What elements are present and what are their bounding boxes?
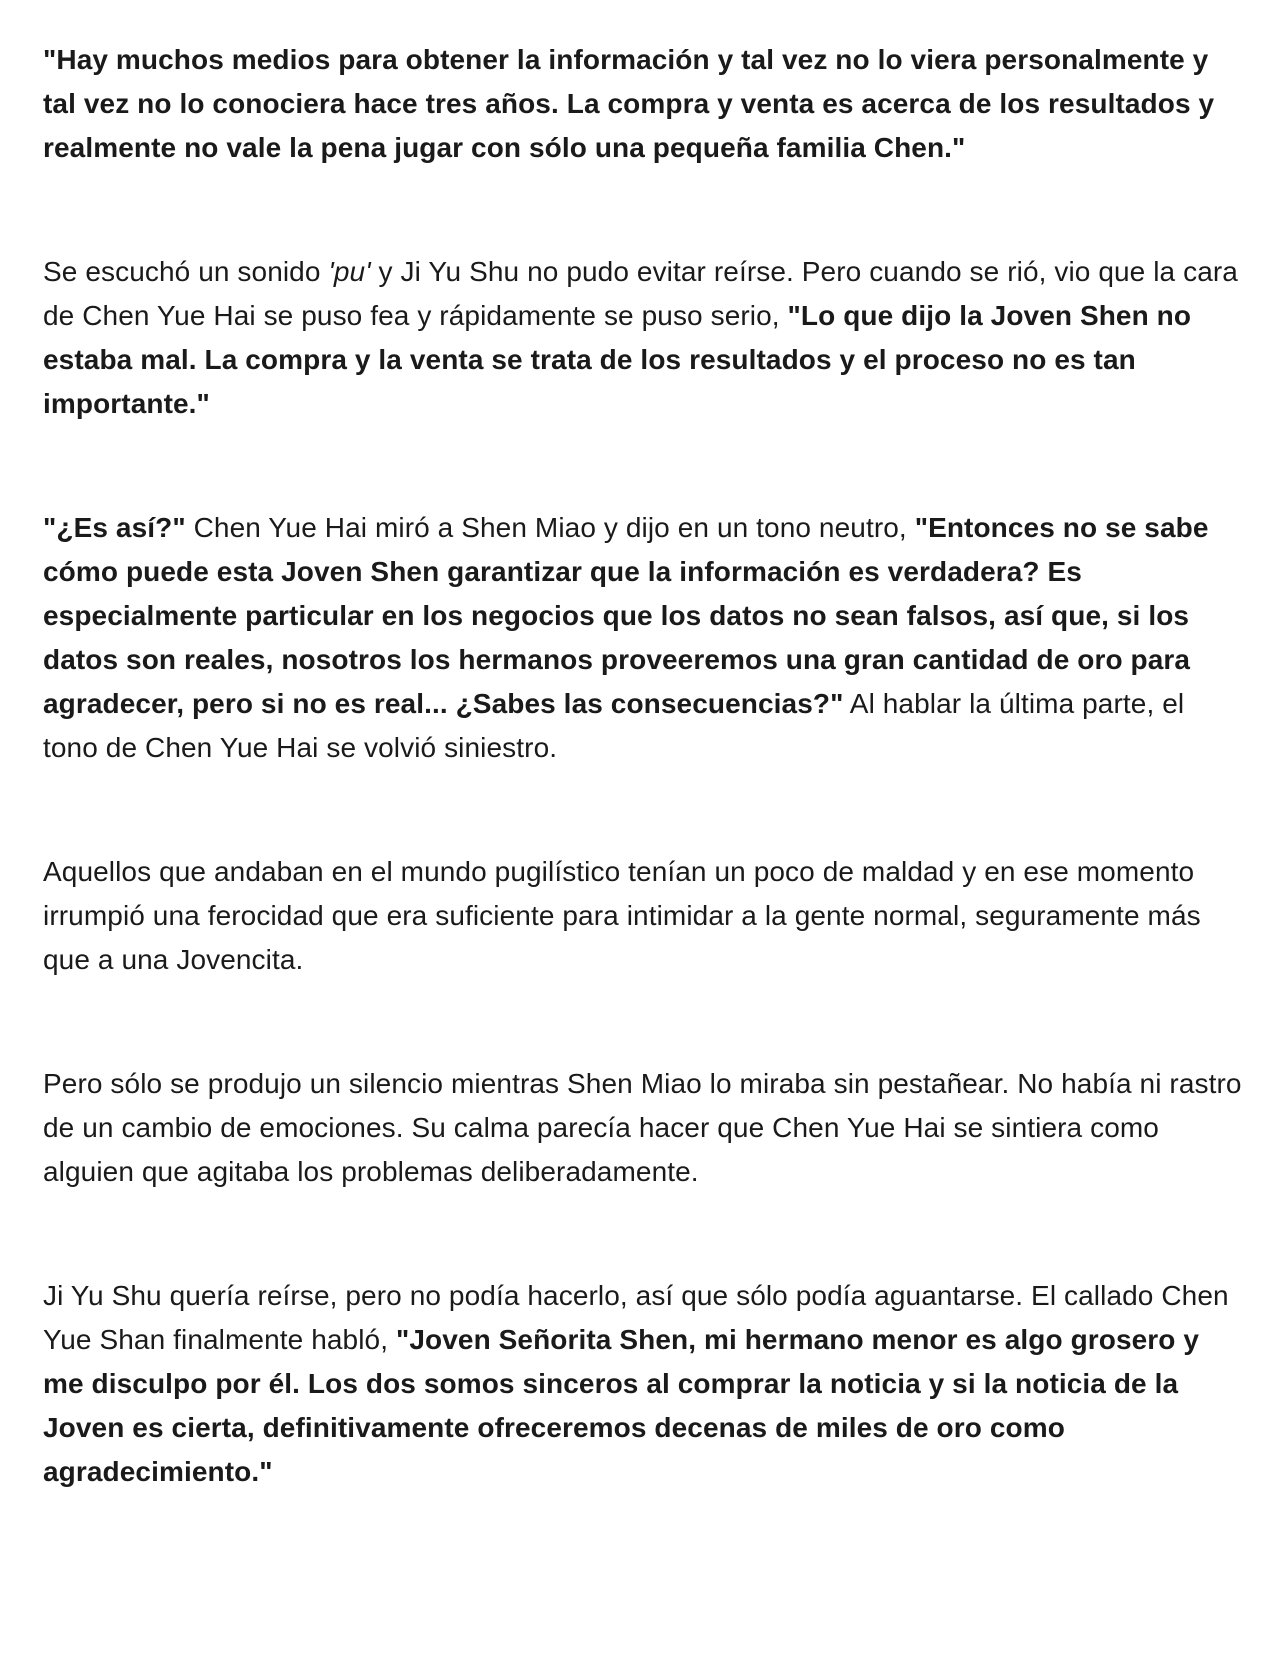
narration-text: Chen Yue Hai miró a Shen Miao y dijo en un tono neutro,: [185, 512, 915, 543]
paragraph-4: [43, 850, 1243, 982]
narration-text: y Ji Yu Shu no pudo evitar reírse. Pero cuando se rió, vio que la cara de Chen Yue Hai se puso fea y rápidamente se puso serio,: [43, 256, 1238, 331]
dialogue-text: "Lo que dijo la Joven Shen no estaba mal. La compra y la venta se trata de los resultados y el proceso no es tan importante.": [43, 300, 1192, 419]
sound-effect-text: 'pu': [328, 256, 371, 287]
dialogue-text: "Hay muchos medios para obtener la información y tal vez no lo viera personalmente y tal vez no lo conociera hace tres años. La compra y venta es acerca de los resultados y realmente no vale la pena jugar con sólo una pequeña familia Chen.": [43, 44, 1215, 163]
dialogue-text: "¿Es así?": [43, 512, 186, 543]
paragraph-2: [43, 250, 1243, 426]
narration-text: Ji Yu Shu quería reírse, pero no podía hacerlo, así que sólo podía aguantarse. El callado Chen Yue Shan finalmente habló,: [43, 1280, 1229, 1355]
paragraph-1: [43, 38, 1243, 170]
dialogue-text: "Joven Señorita Shen, mi hermano menor es algo grosero y me disculpo por él. Los dos somos sinceros al comprar la noticia y si la noticia de la Joven es cierta, definitivamente ofreceremos decenas de miles de oro como agradecimiento.": [43, 1324, 1200, 1487]
narration-text: Al hablar la última parte, el tono de Chen Yue Hai se volvió siniestro.: [43, 688, 1185, 763]
narration-text: Pero sólo se produjo un silencio mientras Shen Miao lo miraba sin pestañear. No había ni rastro de un cambio de emociones. Su calma parecía hacer que Chen Yue Hai se sintiera como alguien que agitaba los problemas deliberadamente.: [43, 1068, 1242, 1187]
paragraph-3: [43, 506, 1243, 770]
dialogue-text: "Entonces no se sabe cómo puede esta Joven Shen garantizar que la información es verdadera? Es especialmente particular en los negocios que los datos no sean falsos, así que, si los datos son reales, nosotros los hermanos proveeremos una gran cantidad de oro para agradecer, pero si no es real... ¿Sabes las consecuencias?": [43, 512, 1209, 719]
narration-text: Se escuchó un sonido: [43, 256, 329, 287]
paragraph-6: [43, 1274, 1243, 1494]
narration-text: Aquellos que andaban en el mundo pugilístico tenían un poco de maldad y en ese momento irrumpió una ferocidad que era suficiente para intimidar a la gente normal, seguramente más que a una Jovencita.: [43, 856, 1201, 975]
paragraph-5: [43, 1062, 1243, 1194]
document-page: [43, 38, 1243, 1494]
